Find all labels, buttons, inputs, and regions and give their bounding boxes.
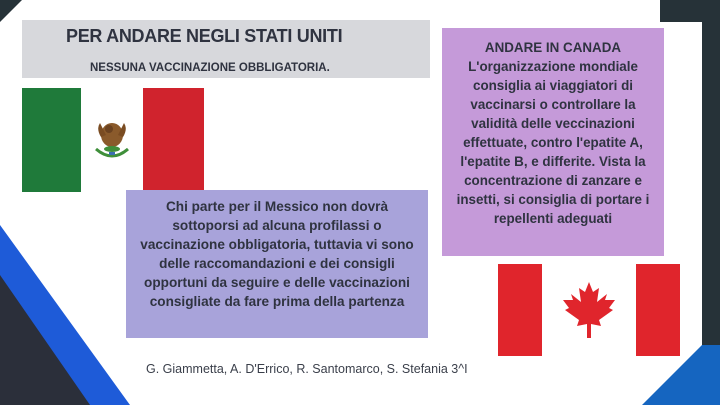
bottom-left-dark-decoration (0, 275, 90, 405)
usa-banner (22, 20, 430, 78)
top-right-corner-decoration (660, 0, 720, 22)
maple-leaf-icon (557, 278, 621, 342)
canada-info-text: ANDARE IN CANADA L'organizzazione mondiale consiglia ai viaggiatori di vaccinarsi o controllare la validità delle veccinazioni effettuate, contro l'epatite A, l'epatite B, e differite. Vista la concentrazione di zanzare e insetti, si consiglia di portare i repellenti adeguati (456, 40, 650, 226)
authors-credit: G. Giammetta, A. D'Errico, R. Santomarco, S. Stefania 3^I (146, 362, 468, 376)
canada-flag-white-band (542, 264, 636, 356)
bottom-right-blue-strip (702, 345, 720, 405)
canada-flag-icon (498, 264, 680, 356)
usa-banner-subtitle: NESSUNA VACCINAZIONE OBBLIGATORIA. (90, 62, 330, 74)
canada-info-box (442, 28, 664, 256)
usa-banner-title: PER ANDARE NEGLI STATI UNITI (66, 26, 343, 46)
mexico-flag-red-band (143, 88, 204, 192)
mexico-info-box (126, 190, 428, 338)
mexico-info-text: Chi parte per il Messico non dovrà sottoporsi ad alcuna profilassi o vaccinazione obbligatoria, tuttavia vi sono delle raccomandazioni e dei consigli opportuni da seguire e delle vaccinazioni consigliate da fare prima della partenza (140, 199, 414, 309)
top-left-corner-decoration (0, 0, 22, 22)
mexican-eagle-emblem-icon (92, 119, 132, 161)
canada-flag-red-band-left (498, 264, 542, 356)
mexico-flag-white-band (81, 88, 143, 192)
mexico-flag-icon (22, 88, 204, 192)
canada-flag-red-band-right (636, 264, 680, 356)
mexico-flag-green-band (22, 88, 81, 192)
